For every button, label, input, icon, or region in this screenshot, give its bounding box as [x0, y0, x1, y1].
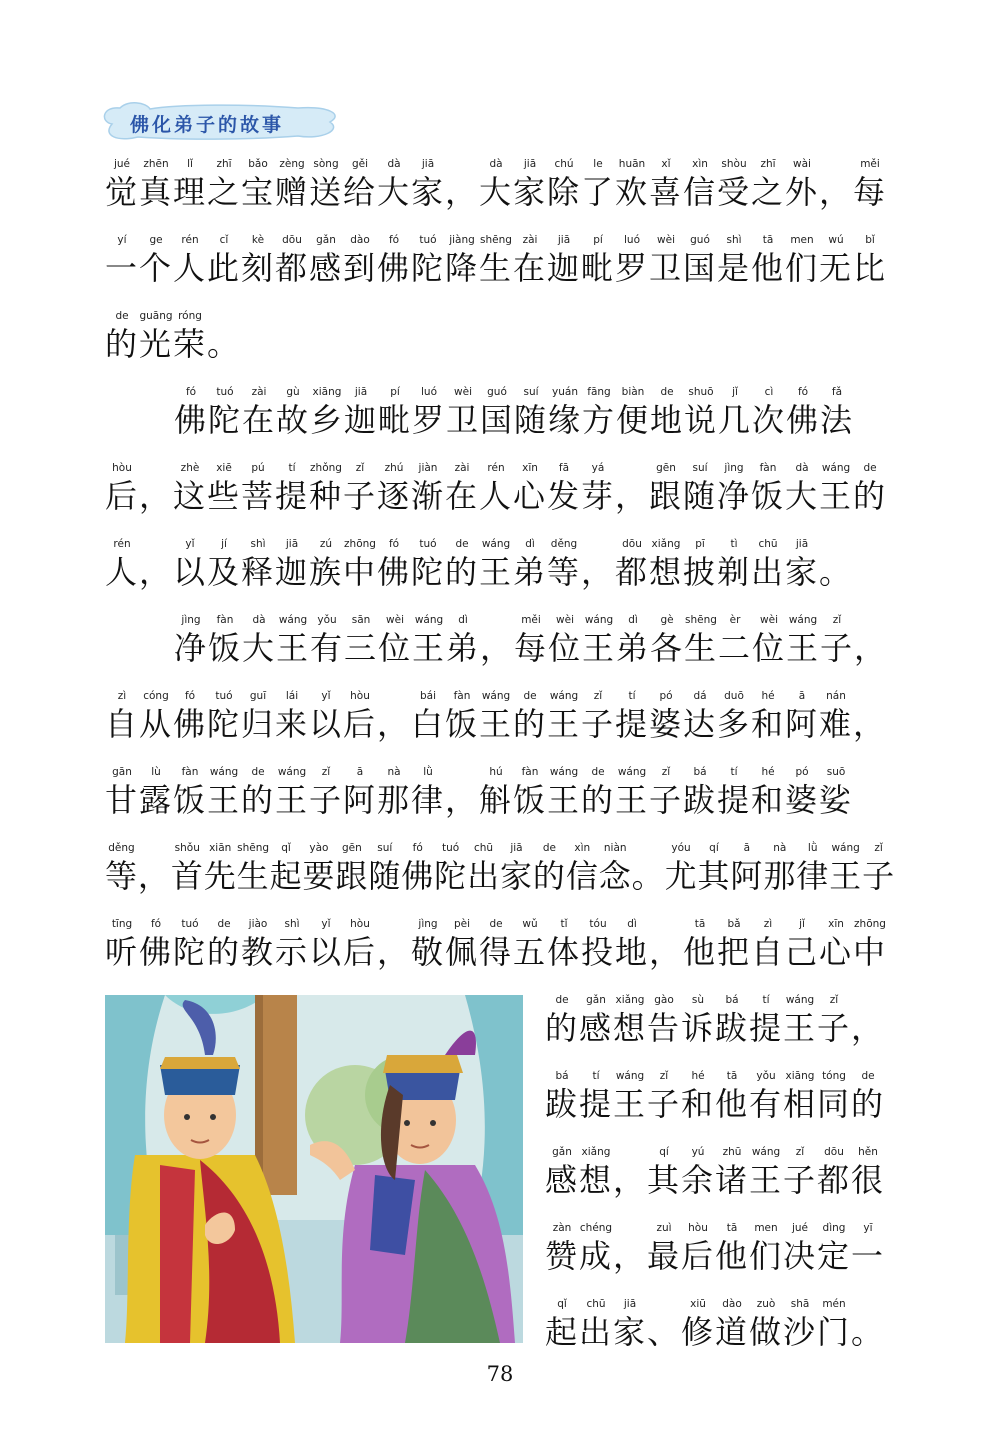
pinyin-syllable: xiū — [690, 1298, 706, 1310]
pinyin-syllable: chú — [554, 158, 574, 170]
hanzi-text: 人，以及释迦族中佛陀的王弟等，都想披剃出家。 — [105, 553, 854, 591]
pinyin-syllable: chū — [586, 1298, 606, 1310]
pinyin-syllable: zǐ — [874, 842, 883, 854]
pinyin-syllable: xīn — [522, 462, 538, 474]
pinyin-syllable: dà — [489, 158, 503, 170]
pinyin-syllable: hé — [761, 766, 775, 778]
pinyin-syllable: jìng — [724, 462, 744, 474]
pinyin-syllable: fàn — [521, 766, 539, 778]
pinyin-syllable: shēng — [237, 842, 270, 854]
pinyin-syllable: wáng — [549, 690, 579, 702]
pinyin-syllable: qí — [659, 1146, 669, 1158]
pinyin-syllable: gào — [654, 994, 674, 1006]
pinyin-syllable: jué — [113, 158, 131, 170]
pinyin-syllable: gēn — [341, 842, 362, 854]
pinyin-syllable: tā — [726, 1070, 738, 1082]
pinyin-syllable: dìng — [822, 1222, 846, 1234]
pinyin-syllable: jí — [221, 538, 227, 550]
pinyin-syllable: tóu — [589, 918, 607, 930]
pinyin-syllable: yǐ — [321, 690, 331, 702]
pinyin-syllable: guó — [690, 234, 710, 246]
pinyin-syllable: bá — [693, 766, 707, 778]
hanzi-text: 的感想告诉跋提王子， — [545, 1009, 886, 1047]
pinyin-syllable: lù — [151, 766, 161, 778]
pinyin-syllable: zhōng — [344, 538, 376, 550]
pinyin-syllable: wáng — [481, 538, 511, 550]
pinyin-syllable: de — [523, 690, 537, 702]
pinyin-syllable: xiǎng — [581, 1146, 611, 1158]
pinyin-syllable: zuì — [656, 1222, 672, 1234]
pinyin-syllable: zài — [454, 462, 470, 474]
pinyin-syllable: yào — [309, 842, 329, 854]
pinyin-syllable: wáng — [209, 766, 239, 778]
pinyin-syllable: chū — [473, 842, 494, 854]
pinyin-syllable: tuó — [419, 538, 437, 550]
pinyin-syllable: huān — [618, 158, 646, 170]
pinyin-syllable: gǎn — [586, 994, 606, 1006]
hanzi-text: 起出家、修道做沙门。 — [545, 1313, 886, 1351]
pinyin-syllable: chéng — [579, 1222, 613, 1234]
pinyin-syllable: bǐ — [865, 234, 875, 246]
pinyin-syllable: pī — [695, 538, 705, 550]
pinyin-syllable: ā — [743, 842, 751, 854]
pinyin-syllable: de — [591, 766, 605, 778]
pinyin-syllable: xiē — [216, 462, 232, 474]
pinyin-syllable: zhū — [722, 1146, 742, 1158]
pinyin-syllable: tí — [762, 994, 770, 1006]
pinyin-syllable: niàn — [603, 842, 627, 854]
pinyin-syllable: bá — [555, 1070, 569, 1082]
pinyin-syllable: fó — [185, 386, 197, 398]
pinyin-syllable: bǎ — [727, 918, 741, 930]
pinyin-syllable: mén — [822, 1298, 846, 1310]
pinyin-syllable: tīng — [111, 918, 133, 930]
pinyin-syllable: zǐ — [355, 462, 365, 474]
pinyin-syllable: de — [217, 918, 231, 930]
pinyin-syllable: guī — [249, 690, 267, 702]
pinyin-syllable: gè — [660, 614, 674, 626]
pinyin-syllable: jiàng — [449, 234, 475, 246]
pinyin-syllable: shì — [250, 538, 266, 550]
pinyin-syllable: gù — [286, 386, 300, 398]
pinyin-syllable: hé — [761, 690, 775, 702]
pinyin-syllable: wèi — [556, 614, 574, 626]
pinyin-syllable: qí — [709, 842, 719, 854]
pinyin-syllable: dà — [795, 462, 809, 474]
pinyin-syllable: tuó — [215, 690, 233, 702]
chapter-header — [98, 100, 348, 144]
pinyin-syllable: fàn — [453, 690, 471, 702]
pinyin-syllable: de — [542, 842, 556, 854]
pinyin-syllable: zǐ — [829, 994, 839, 1006]
pinyin-syllable: ge — [149, 234, 163, 246]
pinyin-syllable: jiā — [795, 538, 809, 550]
pinyin-syllable: dì — [525, 538, 535, 550]
pinyin-syllable: de — [863, 462, 877, 474]
pinyin-syllable: zhī — [760, 158, 776, 170]
pinyin-syllable: yóu — [671, 842, 691, 854]
pinyin-syllable: wèi — [657, 234, 675, 246]
pinyin-syllable: wáng — [785, 994, 815, 1006]
pinyin-syllable: wáng — [549, 766, 579, 778]
pinyin-syllable: dá — [693, 690, 707, 702]
pinyin-syllable: pú — [251, 462, 265, 474]
pinyin-syllable: zú — [319, 538, 333, 550]
pinyin-syllable: zǐ — [321, 766, 331, 778]
pinyin-syllable: wáng — [751, 1146, 781, 1158]
pinyin-syllable: wèi — [386, 614, 404, 626]
pinyin-syllable: yī — [863, 1222, 873, 1234]
chapter-title: 佛化弟子的故事 — [130, 114, 285, 136]
pinyin-syllable: zuò — [756, 1298, 776, 1310]
pinyin-syllable: yá — [591, 462, 605, 474]
pinyin-syllable: róng — [178, 310, 202, 322]
pinyin-syllable: shòu — [721, 158, 747, 170]
pinyin-syllable: lǐ — [187, 158, 193, 170]
pinyin-syllable: shì — [284, 918, 300, 930]
hanzi-text: 自从佛陀归来以后，白饭王的王子提婆达多和阿难， — [105, 705, 888, 743]
pinyin-syllable: xìn — [692, 158, 708, 170]
pinyin-syllable: biàn — [621, 386, 645, 398]
pinyin-syllable: wáng — [831, 842, 860, 854]
pinyin-syllable: de — [555, 994, 569, 1006]
pinyin-syllable: shì — [726, 234, 742, 246]
hanzi-text: 感想，其余诸王子都很 — [545, 1161, 886, 1199]
pinyin-syllable: měi — [521, 614, 541, 626]
hanzi-text: 的光荣。 — [105, 325, 242, 363]
pinyin-syllable: zài — [522, 234, 538, 246]
pinyin-syllable: dà — [387, 158, 401, 170]
pinyin-syllable: shā — [790, 1298, 810, 1310]
pinyin-syllable: jìng — [418, 918, 438, 930]
pinyin-syllable: pí — [390, 386, 400, 398]
pinyin-syllable: tuó — [216, 386, 234, 398]
pinyin-syllable: jiàn — [418, 462, 438, 474]
pinyin-syllable: xiāng — [785, 1070, 815, 1082]
pinyin-syllable: fó — [150, 918, 162, 930]
pinyin-syllable: zì — [117, 690, 127, 702]
pinyin-syllable: qǐ — [281, 842, 291, 854]
pinyin-syllable: de — [489, 918, 503, 930]
pinyin-syllable: fàn — [181, 766, 199, 778]
pinyin-syllable: dōu — [282, 234, 302, 246]
pinyin-syllable: wáng — [278, 614, 308, 626]
pinyin-syllable: shuō — [688, 386, 714, 398]
pinyin-syllable: yí — [117, 234, 127, 246]
pinyin-syllable: dì — [458, 614, 468, 626]
pinyin-syllable: rén — [113, 538, 131, 550]
hanzi-text: 甘露饭王的王子阿那律，斛饭王的王子跋提和婆娑 — [105, 781, 854, 819]
pinyin-syllable: zèng — [279, 158, 305, 170]
pinyin-syllable: fó — [797, 386, 809, 398]
pinyin-syllable: guāng — [139, 310, 173, 322]
pinyin-syllable: bǎo — [248, 158, 268, 170]
pinyin-syllable: dōu — [824, 1146, 844, 1158]
pinyin-syllable: gān — [112, 766, 132, 778]
pinyin-syllable: dà — [252, 614, 266, 626]
pinyin-syllable: suí — [523, 386, 539, 398]
pinyin-syllable: de — [660, 386, 674, 398]
pinyin-syllable: wèi — [454, 386, 472, 398]
pinyin-syllable: tí — [592, 1070, 600, 1082]
pinyin-syllable: fó — [184, 690, 196, 702]
pinyin-syllable: zhú — [384, 462, 404, 474]
pinyin-syllable: dì — [628, 614, 638, 626]
pinyin-syllable: lǜ — [807, 842, 818, 854]
pinyin-syllable: suí — [377, 842, 393, 854]
pinyin-syllable: shēng — [685, 614, 717, 626]
pinyin-syllable: zì — [763, 918, 773, 930]
pinyin-syllable: jǐ — [732, 386, 738, 398]
pinyin-syllable: èr — [729, 614, 741, 626]
pinyin-syllable: gǎn — [552, 1146, 572, 1158]
pinyin-syllable: wáng — [615, 1070, 645, 1082]
pinyin-syllable: jiā — [285, 538, 299, 550]
pinyin-syllable: jiā — [510, 842, 523, 854]
hanzi-text: 等，首先生起要跟随佛陀出家的信念。尤其阿那律王子 — [105, 857, 896, 895]
pinyin-syllable: sān — [351, 614, 371, 626]
pinyin-syllable: pó — [795, 766, 809, 778]
pinyin-syllable: wáng — [481, 690, 511, 702]
pinyin-syllable: wài — [793, 158, 811, 170]
pinyin-syllable: suō — [826, 766, 846, 778]
pinyin-syllable: wáng — [821, 462, 851, 474]
pinyin-syllable: lái — [285, 690, 299, 702]
pinyin-syllable: le — [593, 158, 603, 170]
pinyin-syllable: zǐ — [593, 690, 603, 702]
illustration-two-princes — [105, 995, 523, 1343]
pinyin-syllable: zhī — [216, 158, 232, 170]
page-number: 78 — [486, 1362, 514, 1386]
pinyin-syllable: kè — [251, 234, 265, 246]
pinyin-syllable: sù — [691, 994, 705, 1006]
pinyin-syllable: men — [754, 1222, 778, 1234]
pinyin-syllable: yǒu — [756, 1070, 776, 1082]
pinyin-syllable: wáng — [788, 614, 818, 626]
pinyin-syllable: yú — [691, 1146, 705, 1158]
pinyin-syllable: suí — [692, 462, 708, 474]
hanzi-text: 赞成，最后他们决定一 — [545, 1237, 886, 1275]
pinyin-syllable: shǒu — [174, 842, 200, 854]
pinyin-syllable: zǐ — [795, 1146, 805, 1158]
pinyin-syllable: ā — [356, 766, 364, 778]
pinyin-syllable: fó — [412, 842, 423, 854]
pinyin-syllable: nán — [826, 690, 846, 702]
pinyin-syllable: dōu — [622, 538, 642, 550]
pinyin-syllable: hòu — [688, 1222, 708, 1234]
pinyin-syllable: gēn — [656, 462, 676, 474]
pinyin-syllable: xìn — [574, 842, 591, 854]
pinyin-syllable: fó — [388, 538, 400, 550]
pinyin-syllable: měi — [860, 158, 880, 170]
pinyin-syllable: lǜ — [423, 766, 433, 778]
pinyin-syllable: fǎ — [831, 386, 843, 398]
pinyin-syllable: dào — [722, 1298, 742, 1310]
pinyin-syllable: tóng — [822, 1070, 846, 1082]
pinyin-syllable: hòu — [350, 690, 370, 702]
pinyin-syllable: zǐ — [832, 614, 842, 626]
pinyin-syllable: zǐ — [661, 766, 671, 778]
pinyin-syllable: de — [115, 310, 129, 322]
pinyin-syllable: gěi — [351, 158, 369, 170]
pinyin-syllable: hěn — [858, 1146, 878, 1158]
pinyin-syllable: wáng — [584, 614, 614, 626]
pinyin-syllable: yǒu — [317, 614, 337, 626]
pinyin-syllable: jiā — [523, 158, 537, 170]
pinyin-syllable: zhōng — [854, 918, 886, 930]
hanzi-text: 净饭大王有三位王弟，每位王弟各生二位王子， — [174, 629, 889, 667]
pinyin-syllable: chū — [758, 538, 778, 550]
hanzi-text: 佛陀在故乡迦毗罗卫国随缘方便地说几次佛法 — [174, 401, 855, 439]
pinyin-syllable: hé — [691, 1070, 705, 1082]
pinyin-syllable: hòu — [350, 918, 370, 930]
pinyin-syllable: cóng — [143, 690, 169, 702]
pinyin-syllable: jiā — [623, 1298, 637, 1310]
pinyin-syllable: hòu — [112, 462, 132, 474]
pinyin-syllable: zhēn — [143, 158, 169, 170]
pinyin-syllable: rén — [487, 462, 505, 474]
pinyin-syllable: jìng — [181, 614, 201, 626]
pinyin-syllable: de — [251, 766, 265, 778]
pinyin-syllable: jué — [791, 1222, 809, 1234]
pinyin-syllable: tí — [288, 462, 296, 474]
pinyin-syllable: de — [861, 1070, 875, 1082]
pinyin-syllable: tā — [762, 234, 774, 246]
pinyin-syllable: qǐ — [557, 1298, 567, 1310]
hanzi-text: 后，这些菩提种子逐渐在人心发芽，跟随净饭大王的 — [105, 477, 888, 515]
pinyin-syllable: wú — [828, 234, 844, 246]
pinyin-syllable: tǐ — [560, 918, 568, 930]
pinyin-syllable: pó — [659, 690, 673, 702]
pinyin-syllable: tuó — [181, 918, 199, 930]
pinyin-syllable: tì — [730, 538, 738, 550]
pinyin-syllable: zài — [251, 386, 267, 398]
pinyin-syllable: gǎn — [316, 234, 336, 246]
pinyin-syllable: xīn — [828, 918, 844, 930]
pinyin-syllable: men — [790, 234, 814, 246]
pinyin-syllable: děng — [550, 538, 578, 550]
pinyin-syllable: xiāng — [312, 386, 342, 398]
pinyin-syllable: yǐ — [321, 918, 331, 930]
pinyin-syllable: nà — [387, 766, 401, 778]
pinyin-syllable: pí — [593, 234, 603, 246]
pinyin-syllable: fāng — [587, 386, 611, 398]
pinyin-syllable: zàn — [552, 1222, 572, 1234]
pinyin-syllable: luó — [421, 386, 437, 398]
pinyin-syllable: sòng — [313, 158, 339, 170]
pinyin-syllable: tí — [628, 690, 636, 702]
pinyin-syllable: xiǎng — [651, 538, 681, 550]
pinyin-syllable: ā — [798, 690, 806, 702]
pinyin-syllable: duō — [724, 690, 744, 702]
pinyin-syllable: cì — [764, 386, 774, 398]
pinyin-syllable: jiào — [248, 918, 268, 930]
pinyin-syllable: xǐ — [661, 158, 671, 170]
pinyin-syllable: jiā — [354, 386, 368, 398]
pinyin-syllable: tí — [730, 766, 738, 778]
pinyin-syllable: jiā — [421, 158, 435, 170]
pinyin-syllable: zǐ — [659, 1070, 669, 1082]
pinyin-syllable: bái — [419, 690, 437, 702]
pinyin-syllable: wèi — [760, 614, 778, 626]
pinyin-syllable: wáng — [277, 766, 307, 778]
pinyin-syllable: shēng — [480, 234, 512, 246]
pinyin-syllable: luó — [624, 234, 640, 246]
pinyin-syllable: děng — [108, 842, 135, 854]
pinyin-syllable: jǐ — [799, 918, 805, 930]
pinyin-syllable: pèi — [453, 918, 471, 930]
pinyin-syllable: yǐ — [185, 538, 195, 550]
pinyin-syllable: jiā — [557, 234, 571, 246]
pinyin-syllable: bá — [725, 994, 739, 1006]
pinyin-syllable: wǔ — [522, 918, 538, 930]
pinyin-syllable: xiān — [209, 842, 232, 854]
hanzi-text: 跋提王子和他有相同的 — [545, 1085, 886, 1123]
pinyin-syllable: xiǎng — [615, 994, 645, 1006]
pinyin-syllable: wáng — [414, 614, 444, 626]
pinyin-syllable: zhè — [180, 462, 200, 474]
pinyin-syllable: fàn — [759, 462, 777, 474]
pinyin-syllable: guó — [487, 386, 507, 398]
pinyin-syllable: nà — [773, 842, 787, 854]
pinyin-syllable: zhǒng — [310, 462, 342, 474]
pinyin-syllable: fā — [558, 462, 570, 474]
pinyin-syllable: dào — [350, 234, 370, 246]
hanzi-text: 觉真理之宝赠送给大家，大家除了欢喜信受之外，每 — [105, 173, 888, 211]
pinyin-syllable: dì — [627, 918, 637, 930]
hanzi-text: 一个人此刻都感到佛陀降生在迦毗罗卫国是他们无比 — [105, 249, 888, 287]
pinyin-syllable: tuó — [442, 842, 460, 854]
pinyin-syllable: hú — [489, 766, 503, 778]
pinyin-syllable: fó — [388, 234, 400, 246]
pinyin-syllable: yuán — [552, 386, 578, 398]
pinyin-syllable: tā — [726, 1222, 738, 1234]
pinyin-syllable: rén — [181, 234, 199, 246]
pinyin-syllable: fàn — [216, 614, 234, 626]
pinyin-syllable: de — [455, 538, 469, 550]
pinyin-syllable: cǐ — [219, 234, 229, 246]
pinyin-syllable: wáng — [617, 766, 647, 778]
hanzi-text: 听佛陀的教示以后，敬佩得五体投地，他把自己心中 — [105, 933, 888, 971]
pinyin-syllable: tā — [694, 918, 706, 930]
pinyin-syllable: tuó — [419, 234, 437, 246]
